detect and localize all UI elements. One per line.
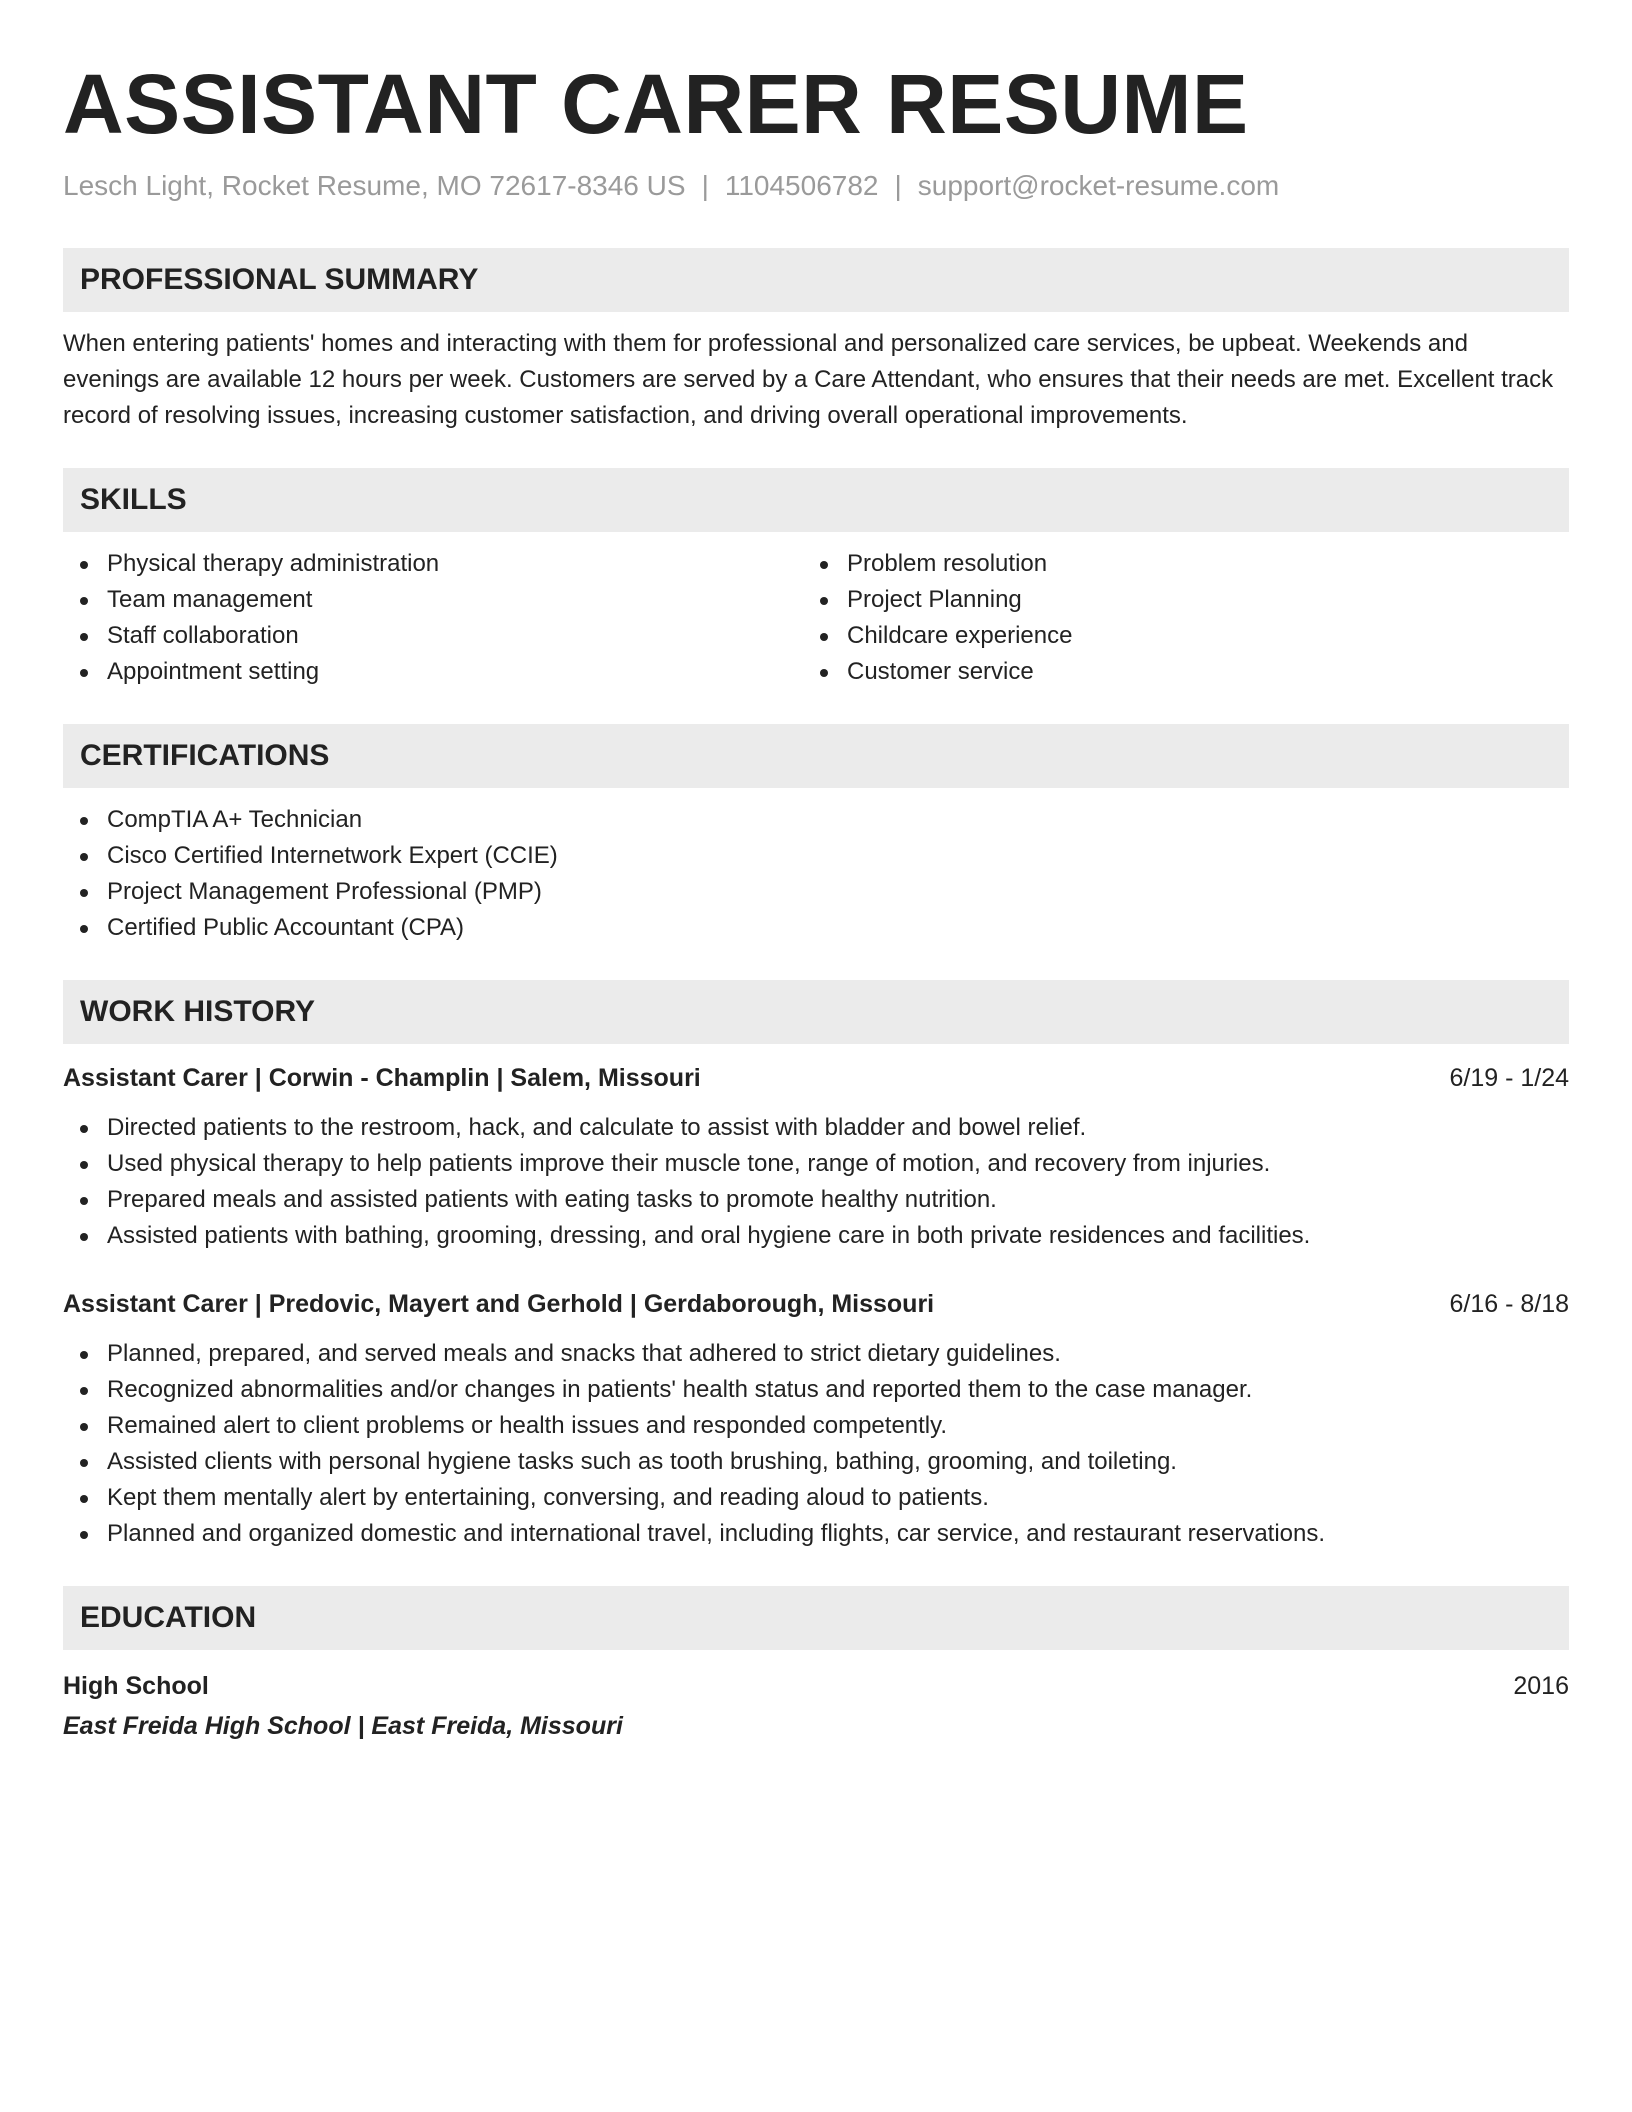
job-bullet: Directed patients to the restroom, hack, and calculate to assist with bladder and bowel relief.: [63, 1110, 1569, 1146]
contact-line: [63, 166, 1569, 206]
job-bullets: [63, 1336, 1569, 1552]
job-bullet: Used physical therapy to help patients improve their muscle tone, range of motion, and recovery from injuries.: [63, 1146, 1569, 1182]
skill-item: Appointment setting: [63, 654, 803, 690]
skill-item: Customer service: [803, 654, 1543, 690]
job-dates: 6/16 - 8/18: [1449, 1290, 1569, 1318]
skills-right-list: [803, 546, 1543, 690]
certifications-heading: CERTIFICATIONS: [63, 724, 1569, 788]
education-school: East Freida High School | East Freida, Missouri: [63, 1712, 623, 1740]
certification-item: Cisco Certified Internetwork Expert (CCIE): [63, 838, 1569, 874]
job-entry: [63, 1286, 1569, 1552]
contact-address: Lesch Light, Rocket Resume, MO 72617-8346 US: [63, 170, 686, 201]
job-entry: [63, 1060, 1569, 1254]
job-bullet: Planned, prepared, and served meals and snacks that adhered to strict dietary guidelines.: [63, 1336, 1569, 1372]
work-history-section: [63, 980, 1569, 1552]
education-degree: High School: [63, 1672, 209, 1700]
job-header: [63, 1060, 1569, 1096]
contact-separator: |: [701, 170, 709, 201]
summary-section: [63, 248, 1569, 434]
skill-item: Team management: [63, 582, 803, 618]
certification-item: Project Management Professional (PMP): [63, 874, 1569, 910]
job-bullet: Recognized abnormalities and/or changes in patients' health status and reported them to the case manager.: [63, 1372, 1569, 1408]
job-header: [63, 1286, 1569, 1322]
summary-heading: PROFESSIONAL SUMMARY: [63, 248, 1569, 312]
job-bullet: Kept them mentally alert by entertaining, conversing, and reading aloud to patients.: [63, 1480, 1569, 1516]
job-bullet: Prepared meals and assisted patients with eating tasks to promote healthy nutrition.: [63, 1182, 1569, 1218]
certification-item: CompTIA A+ Technician: [63, 802, 1569, 838]
summary-text: When entering patients' homes and interacting with them for professional and personalized care services, be upbeat. Weekends and evenings are available 12 hours per week. Customers are served by a Care Attendant, who ensures that their needs are met. Excellent track record of resolving issues, increasing customer satisfaction, and driving overall operational improvements.: [63, 330, 1554, 429]
skills-heading: SKILLS: [63, 468, 1569, 532]
skill-item: Project Planning: [803, 582, 1543, 618]
skill-item: Physical therapy administration: [63, 546, 803, 582]
job-bullet: Assisted patients with bathing, grooming, dressing, and oral hygiene care in both private residences and facilities.: [63, 1218, 1569, 1254]
contact-email[interactable]: support@rocket-resume.com: [917, 170, 1280, 201]
skills-grid: [63, 546, 1569, 690]
skills-left-list: [63, 546, 803, 690]
skills-section: [63, 468, 1569, 690]
skill-item: Problem resolution: [803, 546, 1543, 582]
skill-item: Staff collaboration: [63, 618, 803, 654]
education-heading: EDUCATION: [63, 1586, 1569, 1650]
certification-item: Certified Public Accountant (CPA): [63, 910, 1569, 946]
job-bullet: Assisted clients with personal hygiene tasks such as tooth brushing, bathing, grooming, and toileting.: [63, 1444, 1569, 1480]
education-year: 2016: [1513, 1672, 1569, 1700]
job-bullets: [63, 1110, 1569, 1254]
education-section: [63, 1586, 1569, 1744]
job-title: Assistant Carer | Corwin - Champlin | Salem, Missouri: [63, 1064, 701, 1092]
skill-item: Childcare experience: [803, 618, 1543, 654]
certifications-section: [63, 724, 1569, 946]
contact-separator: |: [894, 170, 902, 201]
certifications-list: [63, 802, 1569, 946]
resume-title: ASSISTANT CARER RESUME: [63, 57, 1249, 151]
contact-phone: 1104506782: [724, 170, 879, 201]
job-bullet: Planned and organized domestic and international travel, including flights, car service, and restaurant reservations.: [63, 1516, 1569, 1552]
job-dates: 6/19 - 1/24: [1449, 1064, 1569, 1092]
education-row: [63, 1668, 1569, 1704]
job-bullet: Remained alert to client problems or health issues and responded competently.: [63, 1408, 1569, 1444]
work-history-heading: WORK HISTORY: [63, 980, 1569, 1044]
job-title: Assistant Carer | Predovic, Mayert and Gerhold | Gerdaborough, Missouri: [63, 1290, 935, 1318]
